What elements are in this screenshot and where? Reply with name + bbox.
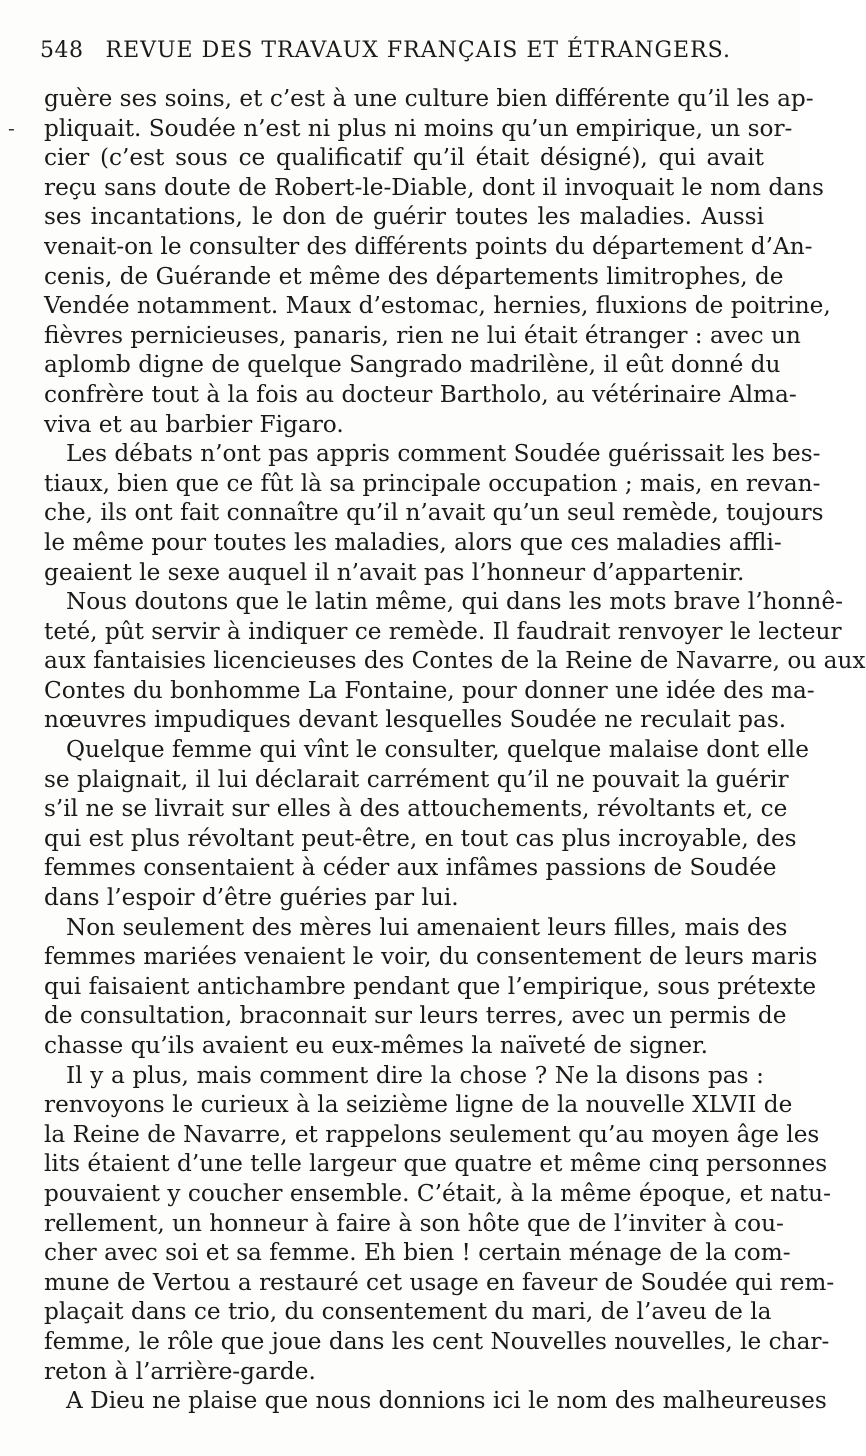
text-line: cier (c’est sous ce qualificatif qu’il était désigné), qui avait [44, 144, 764, 172]
text-line: cher avec soi et sa femme. Eh bien ! certain ménage de la com- [44, 1239, 791, 1267]
text-line: s’il ne se livrait sur elles à des attouchements, révoltants et, ce [44, 795, 788, 823]
page-header [40, 38, 760, 74]
text-line: venait-on le consulter des différents points du département d’An- [44, 232, 813, 260]
text-line: femmes mariées venaient le voir, du consentement de leurs maris [44, 943, 818, 971]
text-line: plaçait dans ce trio, du consentement du mari, de l’aveu de la [44, 1298, 772, 1326]
text-line: fièvres pernicieuses, panaris, rien ne lui était étranger : avec un [44, 321, 801, 349]
text-line: viva et au barbier Figaro. [44, 410, 344, 438]
text-line: rellement, un honneur à faire à son hôte que de l’inviter à cou- [44, 1209, 784, 1237]
text-line: reton à l’arrière-garde. [44, 1357, 316, 1385]
text-line: nœuvres impudiques devant lesquelles Soudée ne reculait pas. [44, 706, 787, 734]
text-line: lits étaient d’une telle largeur que quatre et même cinq personnes [44, 1150, 828, 1178]
text-line: dans l’espoir d’être guéries par lui. [44, 884, 459, 912]
text-line: che, ils ont fait connaître qu’il n’avait qu’un seul remède, toujours [44, 499, 824, 527]
paragraph-first-line: Il y a plus, mais comment dire la chose ? Ne la disons pas : [66, 1061, 764, 1089]
text-line: guère ses soins, et c’est à une culture bien différente qu’il les ap- [44, 85, 814, 112]
text-line: aux fantaisies licencieuses des Contes de la Reine de Navarre, ou aux [44, 647, 866, 675]
text-line: reçu sans doute de Robert-le-Diable, dont il invoquait le nom dans [44, 173, 824, 201]
running-title: REVUE DES TRAVAUX FRANÇAIS ET ÉTRANGERS. [105, 38, 731, 63]
text-line: confrère tout à la fois au docteur Bartholo, au vétérinaire Alma- [44, 380, 797, 408]
text-line: pliquait. Soudée n’est ni plus ni moins qu’un empirique, un sor- [44, 114, 793, 142]
paragraph-first-line: Nous doutons que le latin même, qui dans les mots brave l’honnê- [66, 588, 843, 616]
body-text [44, 84, 866, 1416]
text-line: qui faisaient antichambre pendant que l’empirique, sous prétexte [44, 972, 817, 1000]
text-line: chasse qu’ils avaient eu eux-mêmes la naïveté de signer. [44, 1032, 708, 1059]
paragraph-first-line: A Dieu ne plaise que nous donnions ici le nom des malheureuses [66, 1387, 827, 1415]
text-line: la Reine de Navarre, et rappelons seulement qu’au moyen âge les [44, 1120, 820, 1148]
text-line: aplomb digne de quelque Sangrado madrilène, il eût donné du [44, 351, 781, 379]
text-line: mune de Vertou a restauré cet usage en faveur de Soudée qui rem- [44, 1268, 835, 1296]
paragraph-first-line: Les débats n’ont pas appris comment Soudée guérissait les bes- [66, 440, 821, 468]
paragraph-first-line: Non seulement des mères lui amenaient leurs filles, mais des [66, 913, 788, 941]
text-line: cenis, de Guérande et même des départements limitrophes, de [44, 262, 784, 290]
text-line: teté, pût servir à indiquer ce remède. Il faudrait renvoyer le lecteur [44, 617, 842, 645]
page-number: 548 [40, 38, 84, 63]
text-line: geaient le sexe auquel il n’avait pas l’honneur d’appartenir. [44, 558, 745, 586]
text-line: tiaux, bien que ce fût là sa principale occupation ; mais, en revan- [44, 469, 821, 497]
text-line: se plaignait, il lui déclarait carrément qu’il ne pouvait la guérir [44, 765, 789, 793]
text-line: Vendée notamment. Maux d’estomac, hernies, fluxions de poitrine, [44, 292, 831, 320]
text-line: pouvaient y coucher ensemble. C’était, à la même époque, et natu- [44, 1179, 831, 1207]
text-line: Contes du bonhomme La Fontaine, pour donner une idée des ma- [44, 676, 815, 704]
margin-mark: - [8, 116, 15, 140]
paragraph-first-line: Quelque femme qui vînt le consulter, quelque malaise dont elle [66, 736, 809, 764]
text-line: renvoyons le curieux à la seizième ligne de la nouvelle XLVII de [44, 1091, 793, 1119]
text-line: ses incantations, le don de guérir toutes les maladies. Aussi [44, 203, 764, 231]
text-line: qui est plus révoltant peut-être, en tout cas plus incroyable, des [44, 824, 797, 852]
text-line: femme, le rôle que joue dans les cent Nouvelles nouvelles, le char- [44, 1327, 830, 1355]
text-line: femmes consentaient à céder aux infâmes passions de Soudée [44, 854, 777, 882]
text-line: le même pour toutes les maladies, alors que ces maladies affli- [44, 528, 782, 556]
text-line: de consultation, braconnait sur leurs terres, avec un permis de [44, 1002, 787, 1030]
